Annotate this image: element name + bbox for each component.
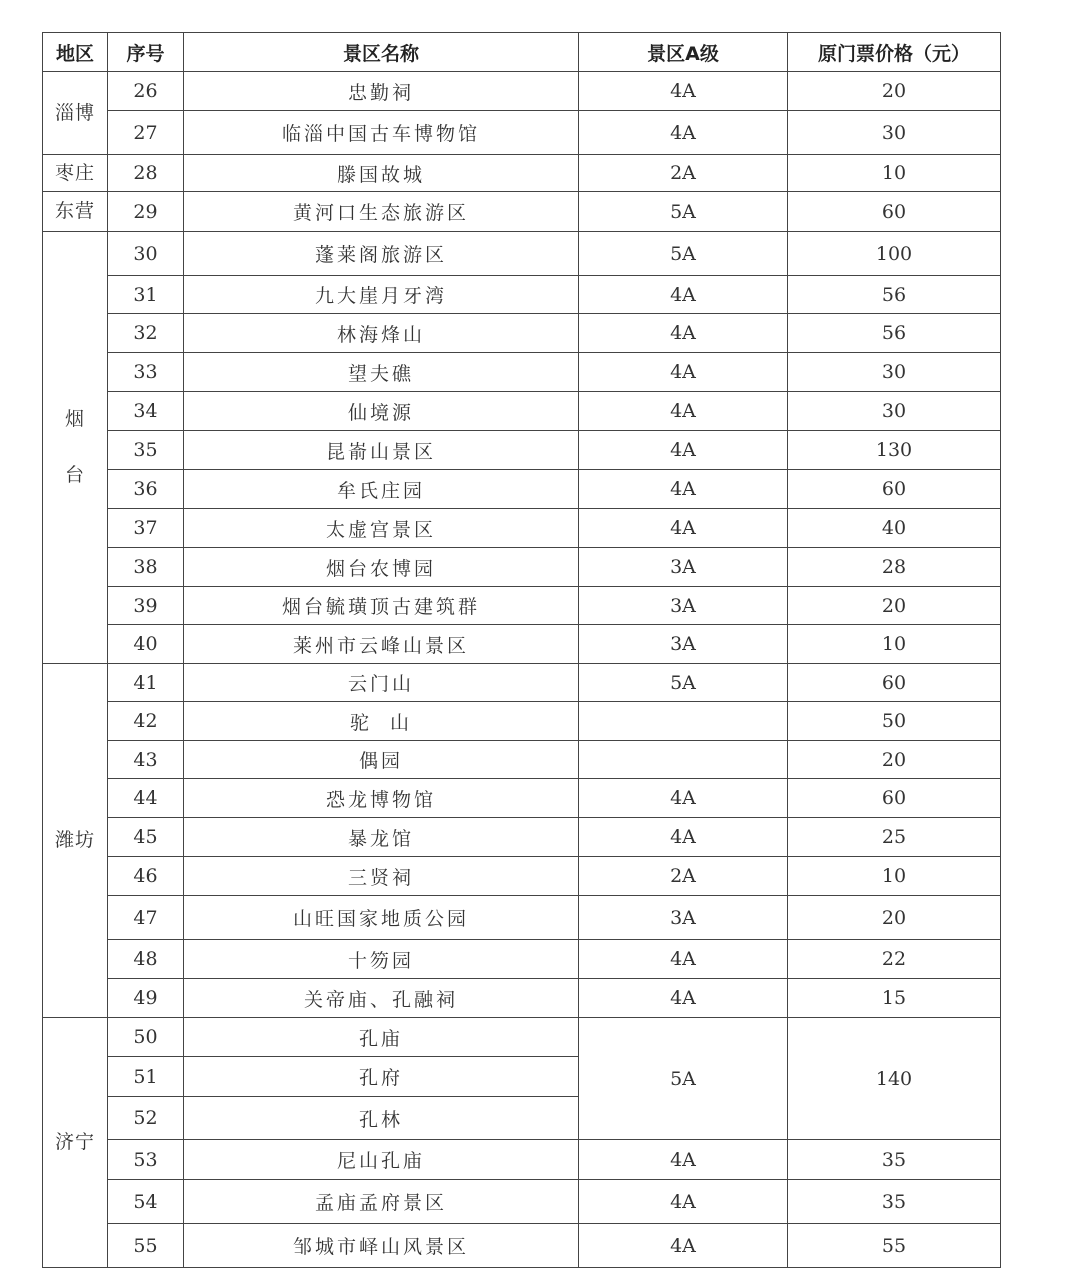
- grade-cell: 4A: [579, 392, 788, 431]
- region-cell: 枣庄: [43, 155, 108, 192]
- grade-cell: 5A: [579, 232, 788, 276]
- table-row: [43, 431, 1001, 470]
- row-number: 41: [108, 664, 184, 702]
- region-cell: 东营: [43, 192, 108, 232]
- row-number: 35: [108, 431, 184, 470]
- grade-cell: 4A: [579, 1224, 788, 1268]
- scenic-name: 望夫礁: [184, 353, 579, 392]
- table-row: [43, 741, 1001, 779]
- scenic-name: 临淄中国古车博物馆: [184, 111, 579, 155]
- row-number: 38: [108, 548, 184, 587]
- table-row: [43, 353, 1001, 392]
- price-cell: 35: [788, 1140, 1001, 1180]
- row-number: 45: [108, 818, 184, 857]
- scenic-name: 忠勤祠: [184, 72, 579, 111]
- row-number: 44: [108, 779, 184, 818]
- scenic-name: 黄河口生态旅游区: [184, 192, 579, 232]
- grade-cell: 4A: [579, 1140, 788, 1180]
- region-cell: 淄博: [43, 72, 108, 155]
- header-grade: 景区A级: [579, 33, 788, 72]
- row-number: 39: [108, 587, 184, 625]
- header-row: [43, 33, 1001, 72]
- header-number: 序号: [108, 33, 184, 72]
- scenic-name: 九大崖月牙湾: [184, 276, 579, 314]
- scenic-name: 孟庙孟府景区: [184, 1180, 579, 1224]
- price-cell: 10: [788, 155, 1001, 192]
- row-number: 46: [108, 857, 184, 896]
- table-row: [43, 664, 1001, 702]
- row-number: 34: [108, 392, 184, 431]
- grade-cell: 4A: [579, 940, 788, 979]
- price-cell: 15: [788, 979, 1001, 1018]
- scenic-name: 孔庙: [184, 1018, 579, 1057]
- price-cell: 60: [788, 192, 1001, 232]
- price-cell: 30: [788, 353, 1001, 392]
- table-row: [43, 818, 1001, 857]
- grade-cell: 4A: [579, 276, 788, 314]
- grade-cell: [579, 741, 788, 779]
- table-row: [43, 779, 1001, 818]
- scenic-name: 林海烽山: [184, 314, 579, 353]
- row-number: 55: [108, 1224, 184, 1268]
- row-number: 43: [108, 741, 184, 779]
- row-number: 53: [108, 1140, 184, 1180]
- table-row: [43, 314, 1001, 353]
- table-row: [43, 470, 1001, 509]
- row-number: 48: [108, 940, 184, 979]
- price-cell: 56: [788, 314, 1001, 353]
- price-cell: 22: [788, 940, 1001, 979]
- table-row: [43, 1140, 1001, 1180]
- price-cell: 35: [788, 1180, 1001, 1224]
- grade-cell: 4A: [579, 111, 788, 155]
- table-row: [43, 940, 1001, 979]
- table-row: [43, 111, 1001, 155]
- price-cell: 56: [788, 276, 1001, 314]
- scenic-name: 十笏园: [184, 940, 579, 979]
- table-row: [43, 1018, 1001, 1057]
- grade-cell: 4A: [579, 509, 788, 548]
- table-row: [43, 509, 1001, 548]
- row-number: 31: [108, 276, 184, 314]
- scenic-name: 蓬莱阁旅游区: [184, 232, 579, 276]
- grade-cell: 4A: [579, 431, 788, 470]
- table-row: [43, 72, 1001, 111]
- scenic-name: 孔林: [184, 1097, 579, 1140]
- table-row: [43, 857, 1001, 896]
- scenic-name: 滕国故城: [184, 155, 579, 192]
- grade-cell: 2A: [579, 857, 788, 896]
- grade-cell: 3A: [579, 896, 788, 940]
- price-cell: 10: [788, 625, 1001, 664]
- price-cell: 25: [788, 818, 1001, 857]
- grade-cell: 2A: [579, 155, 788, 192]
- region-cell: 潍坊: [43, 664, 108, 1018]
- row-number: 27: [108, 111, 184, 155]
- scenic-name: 烟台农博园: [184, 548, 579, 587]
- price-cell: 20: [788, 741, 1001, 779]
- scenic-name: 三贤祠: [184, 857, 579, 896]
- scenic-name: 太虚宫景区: [184, 509, 579, 548]
- table-row: [43, 1180, 1001, 1224]
- scenic-name: 邹城市峄山风景区: [184, 1224, 579, 1268]
- grade-cell: 3A: [579, 587, 788, 625]
- scenic-name: 昆嵛山景区: [184, 431, 579, 470]
- grade-cell: 4A: [579, 353, 788, 392]
- price-cell: 30: [788, 111, 1001, 155]
- price-cell: 55: [788, 1224, 1001, 1268]
- price-cell: 60: [788, 470, 1001, 509]
- scenic-name: 恐龙博物馆: [184, 779, 579, 818]
- scenic-name: 仙境源: [184, 392, 579, 431]
- table-row: [43, 625, 1001, 664]
- table-row: [43, 587, 1001, 625]
- region-cell: 济宁: [43, 1018, 108, 1268]
- price-cell: 20: [788, 72, 1001, 111]
- row-number: 49: [108, 979, 184, 1018]
- price-cell: 20: [788, 587, 1001, 625]
- scenic-name: 关帝庙、孔融祠: [184, 979, 579, 1018]
- grade-cell: 3A: [579, 625, 788, 664]
- scenic-name: 烟台毓璜顶古建筑群: [184, 587, 579, 625]
- price-cell: 40: [788, 509, 1001, 548]
- table-row: [43, 1224, 1001, 1268]
- scenic-name: 驼 山: [184, 702, 579, 741]
- row-number: 51: [108, 1057, 184, 1097]
- table-row: [43, 548, 1001, 587]
- grade-cell: 5A: [579, 1018, 788, 1140]
- table-row: [43, 232, 1001, 276]
- grade-cell: 5A: [579, 192, 788, 232]
- region-cell: 烟 台: [43, 232, 108, 664]
- price-cell: 60: [788, 664, 1001, 702]
- header-price: 原门票价格（元）: [788, 33, 1001, 72]
- scenic-name: 山旺国家地质公园: [184, 896, 579, 940]
- grade-cell: 4A: [579, 979, 788, 1018]
- price-cell: 30: [788, 392, 1001, 431]
- row-number: 28: [108, 155, 184, 192]
- row-number: 47: [108, 896, 184, 940]
- row-number: 32: [108, 314, 184, 353]
- price-cell: 10: [788, 857, 1001, 896]
- scenic-name: 偶园: [184, 741, 579, 779]
- row-number: 37: [108, 509, 184, 548]
- grade-cell: 4A: [579, 72, 788, 111]
- grade-cell: [579, 702, 788, 741]
- grade-cell: 4A: [579, 470, 788, 509]
- table-row: [43, 155, 1001, 192]
- table-row: [43, 392, 1001, 431]
- row-number: 36: [108, 470, 184, 509]
- grade-cell: 4A: [579, 779, 788, 818]
- price-cell: 50: [788, 702, 1001, 741]
- price-cell: 100: [788, 232, 1001, 276]
- price-cell: 140: [788, 1018, 1001, 1140]
- row-number: 26: [108, 72, 184, 111]
- row-number: 42: [108, 702, 184, 741]
- grade-cell: 3A: [579, 548, 788, 587]
- row-number: 40: [108, 625, 184, 664]
- grade-cell: 4A: [579, 818, 788, 857]
- row-number: 54: [108, 1180, 184, 1224]
- price-cell: 60: [788, 779, 1001, 818]
- table-row: [43, 192, 1001, 232]
- row-number: 30: [108, 232, 184, 276]
- price-cell: 20: [788, 896, 1001, 940]
- price-cell: 28: [788, 548, 1001, 587]
- table-row: [43, 702, 1001, 741]
- table-row: [43, 276, 1001, 314]
- table-row: [43, 979, 1001, 1018]
- row-number: 50: [108, 1018, 184, 1057]
- grade-cell: 4A: [579, 314, 788, 353]
- row-number: 33: [108, 353, 184, 392]
- row-number: 29: [108, 192, 184, 232]
- scenic-name: 尼山孔庙: [184, 1140, 579, 1180]
- scenic-name: 云门山: [184, 664, 579, 702]
- grade-cell: 5A: [579, 664, 788, 702]
- scenic-name: 牟氏庄园: [184, 470, 579, 509]
- header-region: 地区: [43, 33, 108, 72]
- scenic-name: 莱州市云峰山景区: [184, 625, 579, 664]
- table-row: [43, 896, 1001, 940]
- scenic-name: 暴龙馆: [184, 818, 579, 857]
- grade-cell: 4A: [579, 1180, 788, 1224]
- row-number: 52: [108, 1097, 184, 1140]
- scenic-name: 孔府: [184, 1057, 579, 1097]
- price-cell: 130: [788, 431, 1001, 470]
- scenic-price-table: [42, 32, 1001, 1268]
- header-name: 景区名称: [184, 33, 579, 72]
